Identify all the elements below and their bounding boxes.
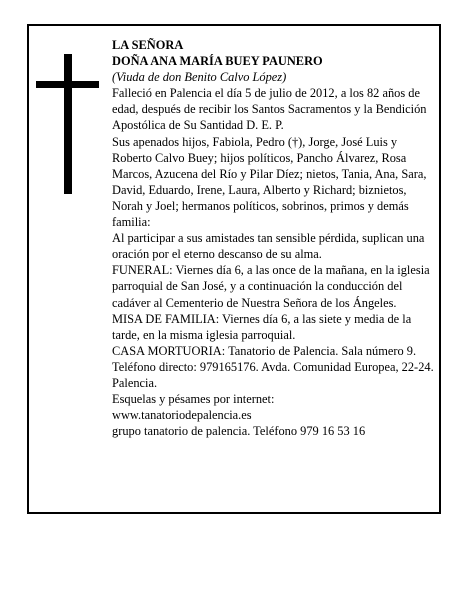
family-paragraph: Sus apenados hijos, Fabiola, Pedro (†), Jorge, José Luis y Roberto Calvo Buey; hijos políticos, Pancho Álvarez, Rosa Marcos, Azucena del Río y Pilar Díez; nietos, Tania, Ana, Sara, David, Eduardo, Irene, Laura, Alberto y Richard; biznietos, Norah y Joel; hermanos políticos, sobrinos, primos y demás familia: [112, 134, 427, 230]
funeral-paragraph: FUNERAL: Viernes día 6, a las once de la mañana, en la iglesia parroquial de San José, y a continuación la conducción del cadáver al Cementerio de Nuestra Señora de los Ángeles. [112, 263, 430, 310]
cross-horizontal-bar [36, 81, 99, 88]
cross-vertical-bar [64, 54, 72, 194]
mass-paragraph: MISA DE FAMILIA: Viernes día 6, a las siete y media de la tarde, en la misma iglesia parroquial. [112, 311, 412, 342]
obituary-text [112, 37, 434, 439]
mortuary-paragraph: CASA MORTUORIA: Tanatorio de Palencia. Sala número 9. Teléfono directo: 979165176. Avda. Comunidad Europea, 22-24. Palencia. [112, 343, 434, 390]
deceased-name: DOÑA ANA MARÍA BUEY PAUNERO [112, 54, 323, 69]
request-paragraph: Al participar a sus amistades tan sensible pérdida, suplican una oración por el eterno descanso de su alma. [112, 231, 425, 262]
widow-line: (Viuda de don Benito Calvo López) [112, 70, 287, 85]
online-line: Esquelas y pésames por internet: [112, 392, 275, 407]
footer-line: grupo tanatorio de palencia. Teléfono 979 16 53 16 [112, 424, 366, 439]
death-paragraph: Falleció en Palencia el día 5 de julio de 2012, a los 82 años de edad, después de recibir los Santos Sacramentos y la Bendición Apostólica de Su Santidad D. E. P. [112, 86, 427, 133]
website-link[interactable]: www.tanatoriodepalencia.es [112, 408, 252, 423]
notice-title: LA SEÑORA [112, 38, 184, 52]
